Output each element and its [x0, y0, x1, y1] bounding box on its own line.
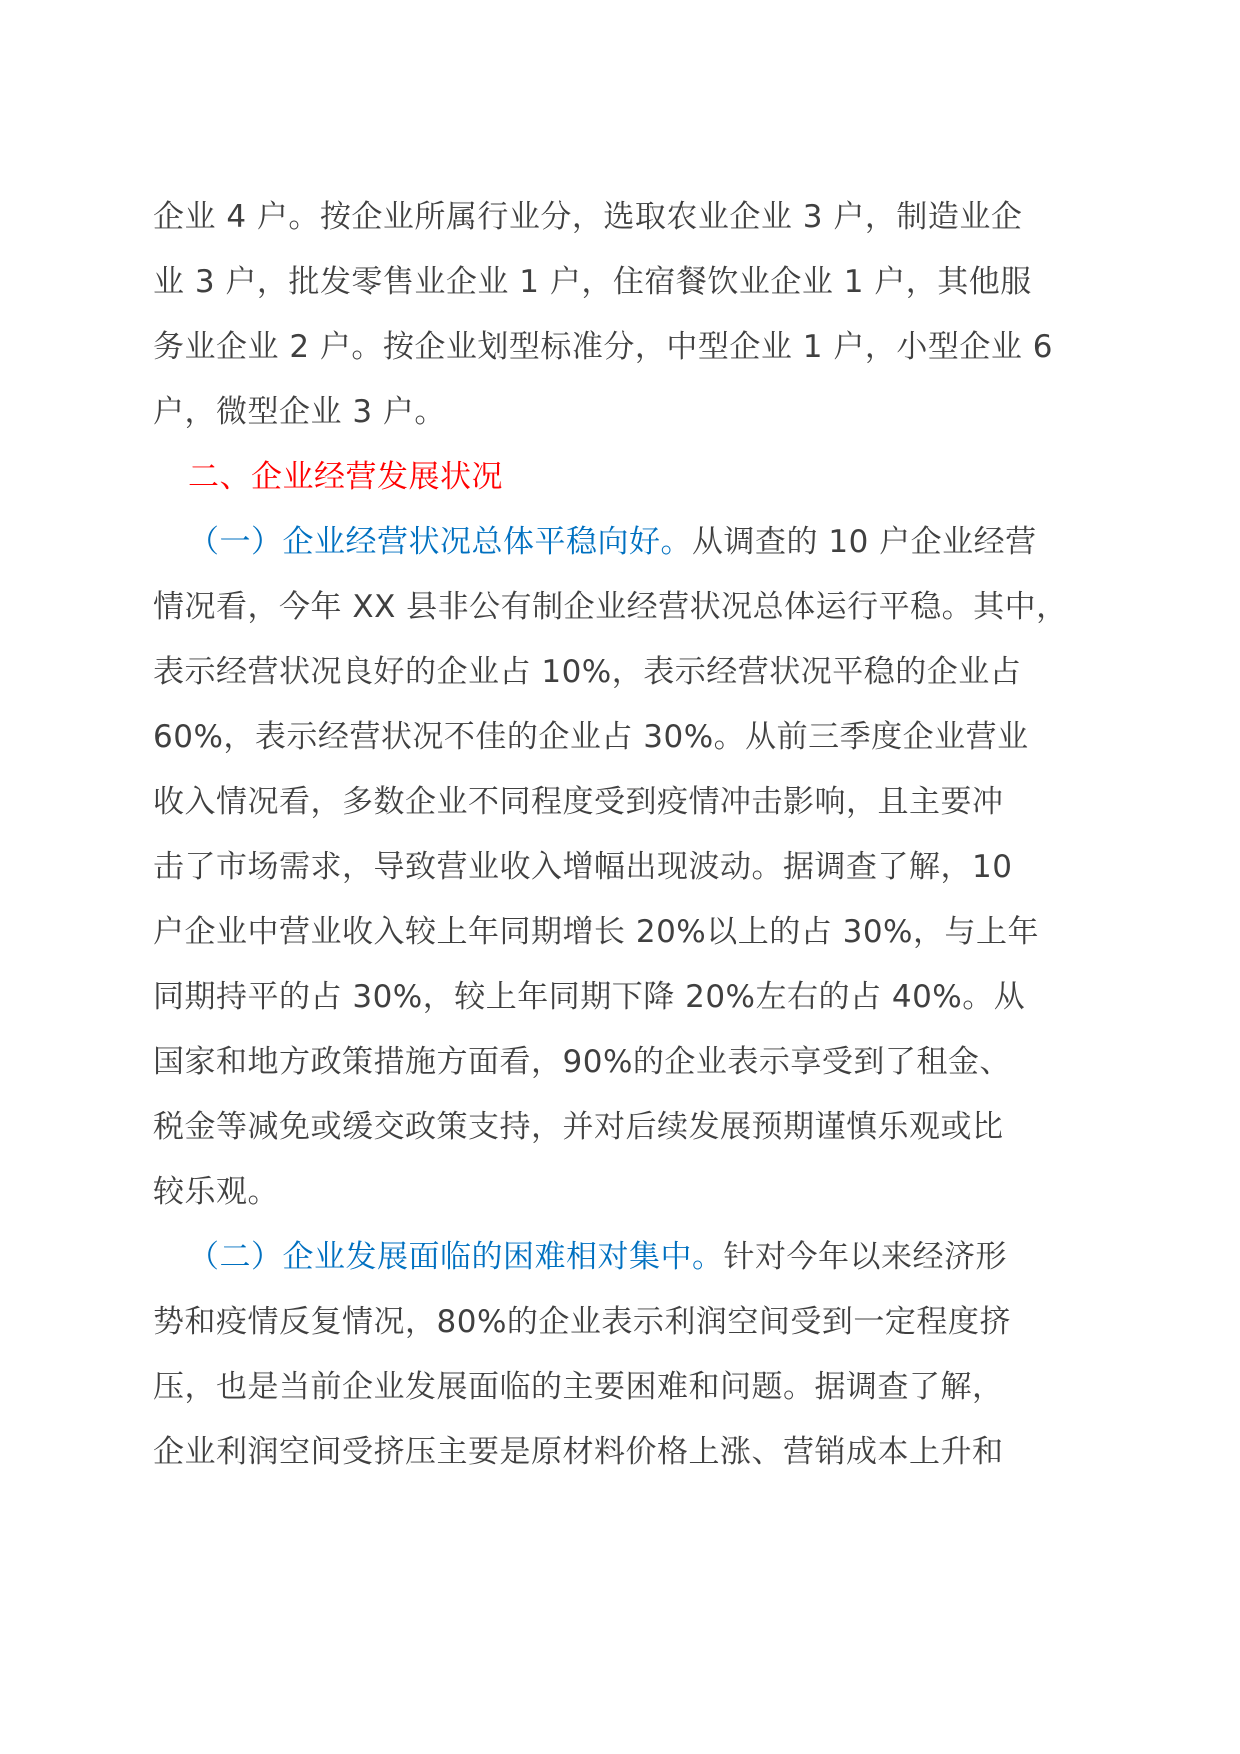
- paragraph-line: 收入情况看，多数企业不同程度受到疫情冲击影响，且主要冲: [153, 784, 1004, 820]
- paragraph-line: 企业利润空间受挤压主要是原材料价格上涨、营销成本上升和: [153, 1434, 1004, 1470]
- paragraph-line: 压，也是当前企业发展面临的主要困难和问题。据调查了解，: [153, 1369, 1004, 1405]
- paragraph-line: 情况看，今年 XX 县非公有制企业经营状况总体运行平稳。其中，: [153, 589, 1068, 625]
- paragraph-line: 击了市场需求，导致营业收入增幅出现波动。据调查了解，10: [153, 849, 1013, 885]
- paragraph-line: 60%，表示经营状况不佳的企业占 30%。从前三季度企业营业: [153, 719, 1029, 755]
- paragraph-line: 同期持平的占 30%，较上年同期下降 20%左右的占 40%。从: [153, 979, 1026, 1015]
- paragraph-line: 国家和地方政策措施方面看，90%的企业表示享受到了租金、: [153, 1044, 1011, 1080]
- paragraph-line: 业 3 户，批发零售业企业 1 户，住宿餐饮业企业 1 户，其他服: [153, 264, 1032, 300]
- paragraph-line: 表示经营状况良好的企业占 10%，表示经营状况平稳的企业占: [153, 654, 1022, 690]
- subsection-2-first-line: [188, 1237, 1007, 1277]
- subsection-1-title: （一）企业经营状况总体平稳向好。: [188, 524, 692, 560]
- paragraph-line: 企业 4 户。按企业所属行业分，选取农业企业 3 户，制造业企: [153, 199, 1023, 235]
- paragraph-line: 户企业中营业收入较上年同期增长 20%以上的占 30%，与上年: [153, 914, 1040, 950]
- subsection-2-title: （二）企业发展面临的困难相对集中。: [188, 1239, 724, 1275]
- subsection-1-first-line-text: 从调查的 10 户企业经营: [692, 524, 1037, 560]
- subsection-1-first-line: [188, 522, 1037, 562]
- paragraph-line: 税金等减免或缓交政策支持，并对后续发展预期谨慎乐观或比: [153, 1109, 1004, 1145]
- subsection-2-first-line-text: 针对今年以来经济形: [723, 1239, 1007, 1275]
- section-heading: 二、企业经营发展状况: [188, 459, 503, 495]
- paragraph-line: 务业企业 2 户。按企业划型标准分，中型企业 1 户，小型企业 6: [153, 329, 1053, 365]
- paragraph-line: 较乐观。: [153, 1174, 279, 1210]
- paragraph-line: 势和疫情反复情况，80%的企业表示利润空间受到一定程度挤: [153, 1304, 1011, 1340]
- paragraph-line: 户，微型企业 3 户。: [153, 394, 446, 430]
